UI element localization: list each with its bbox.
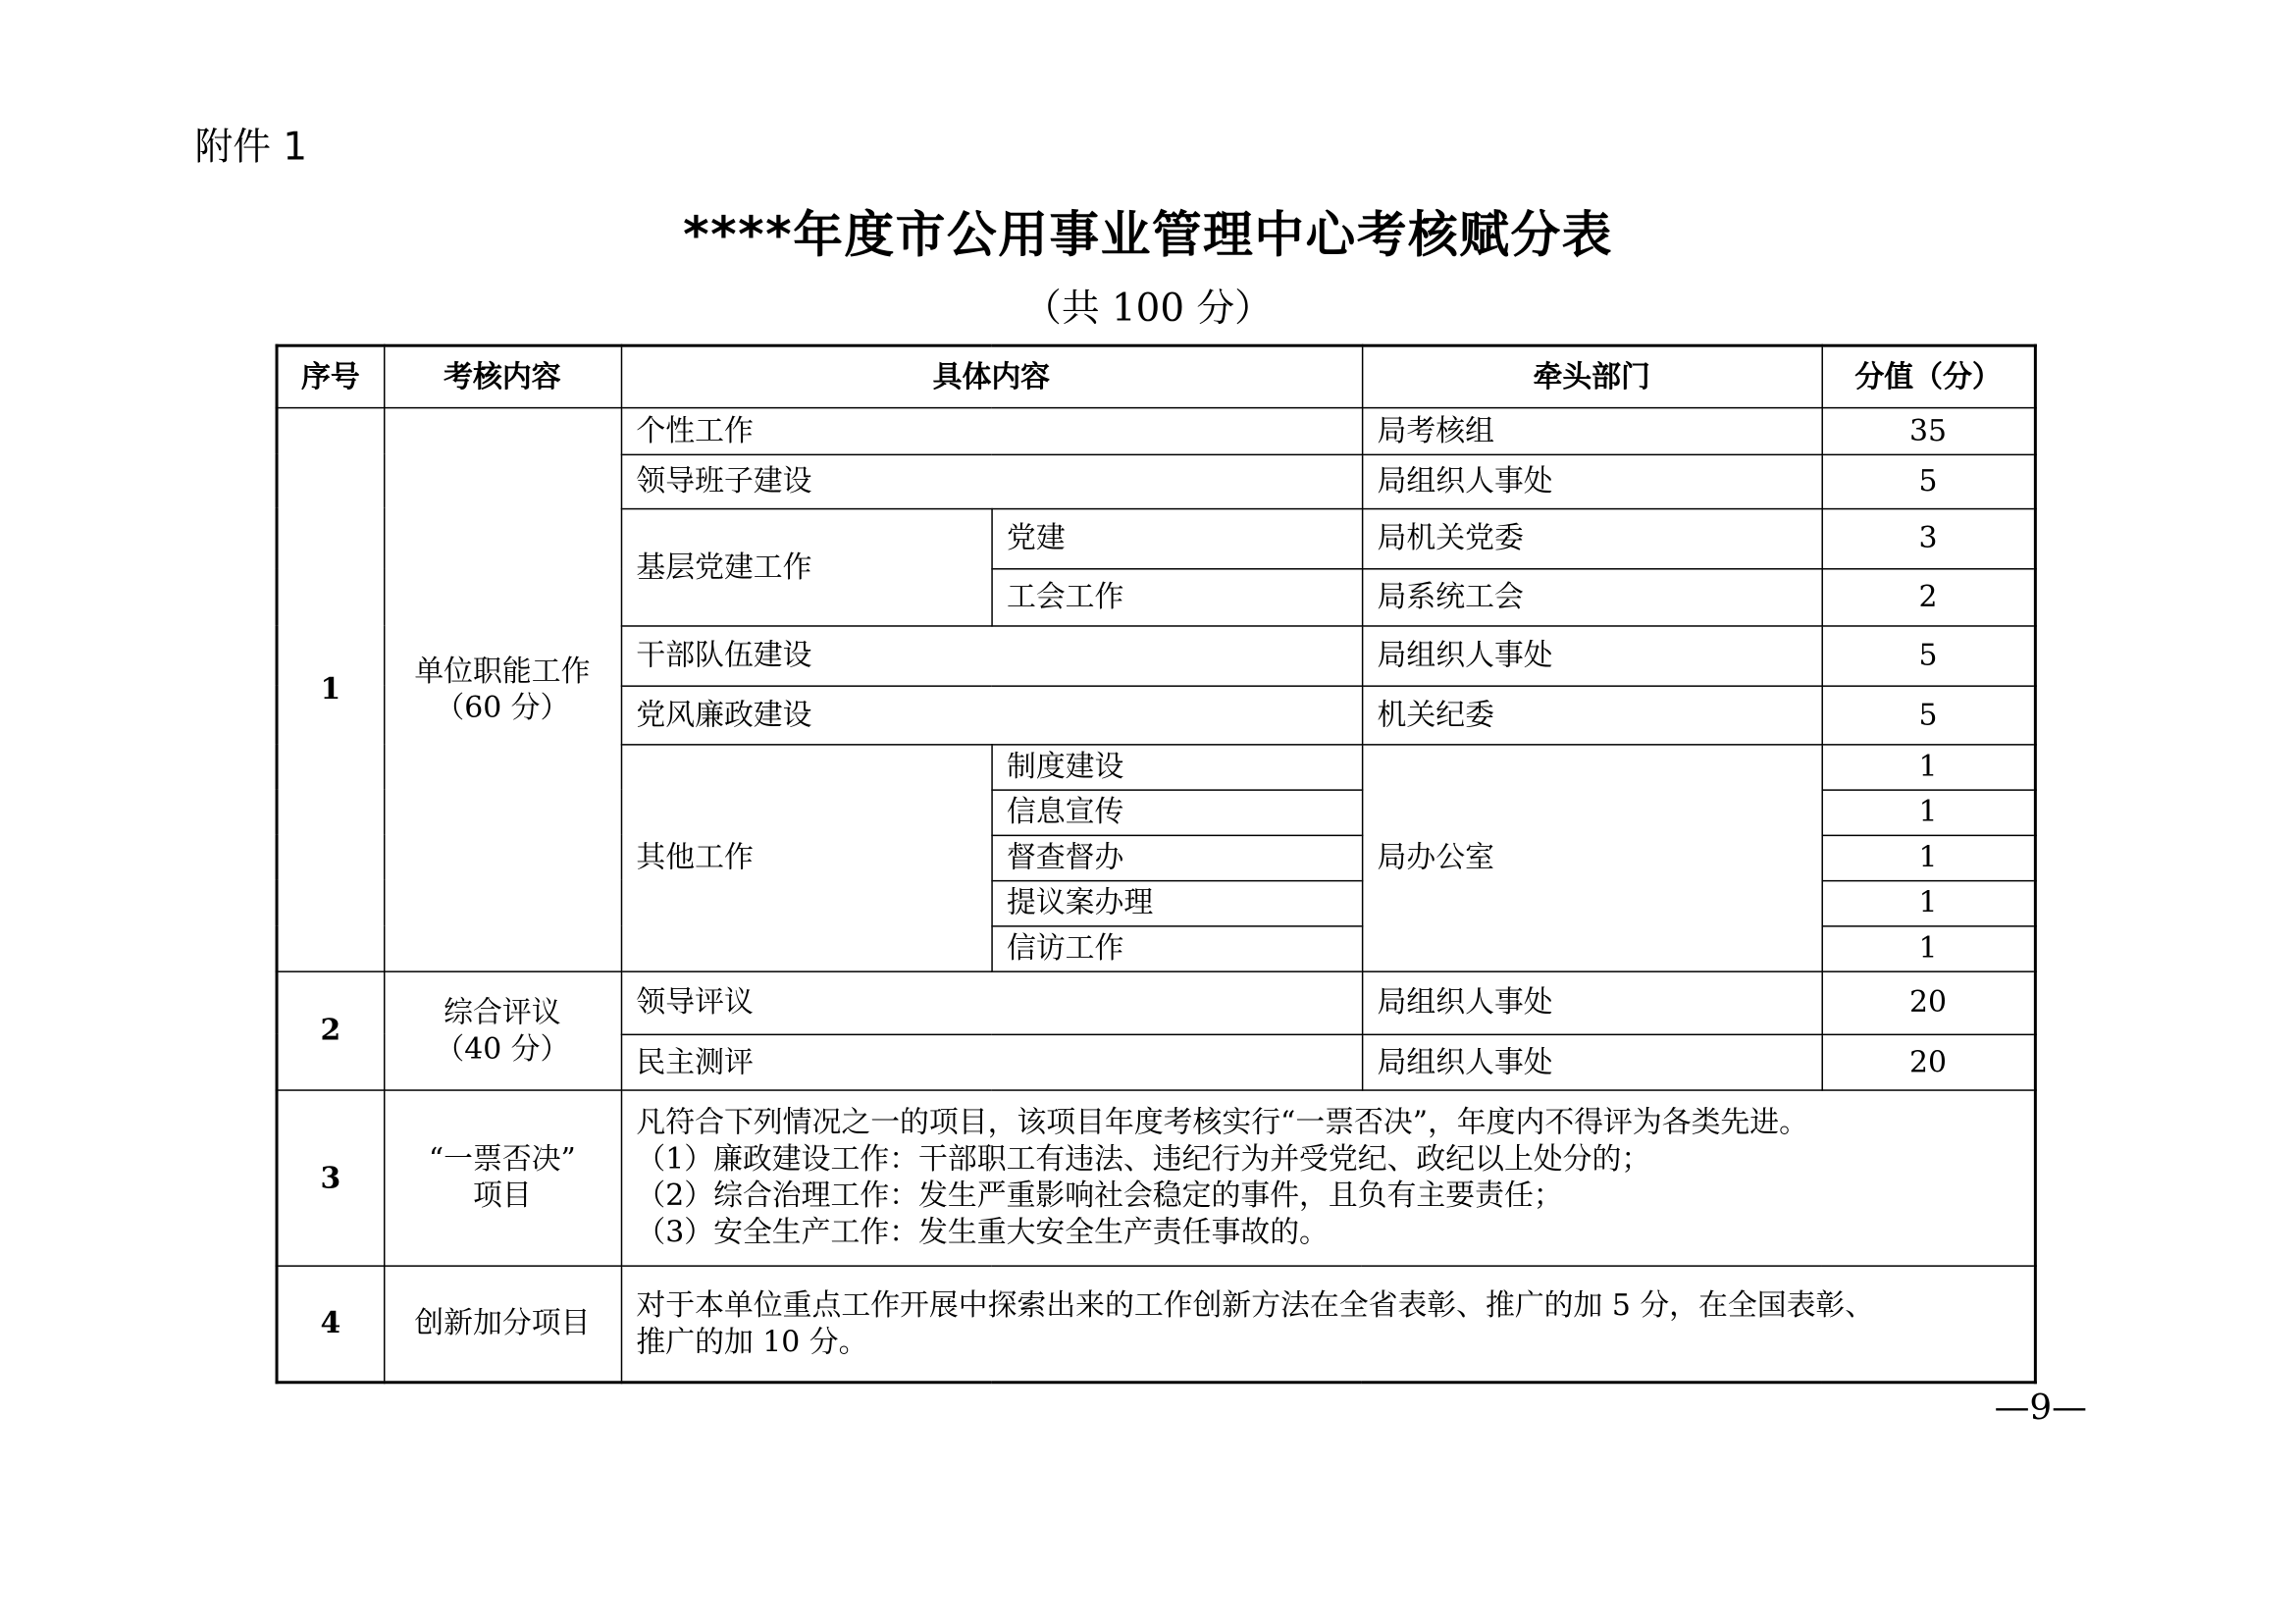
subitem-cell: 提议案办理: [991, 880, 1362, 925]
item-cell: 个性工作: [621, 407, 1362, 454]
subitem-cell: 党建: [991, 508, 1362, 568]
item-cell: 领导班子建设: [621, 454, 1362, 508]
item-cell: 基层党建工作: [621, 508, 992, 625]
group3-index: 3: [277, 1089, 384, 1265]
document-title: ****年度市公用事业管理中心考核赋分表: [683, 206, 1613, 266]
group3-category: [384, 1089, 621, 1265]
subitem-cell: 工会工作: [991, 568, 1362, 625]
attachment-label: 附件 1: [194, 126, 308, 171]
dept-cell: 局考核组: [1362, 407, 1822, 454]
header-detail: 具体内容: [621, 345, 1362, 407]
score-cell: 5: [1821, 625, 2035, 685]
dept-cell: 局组织人事处: [1362, 625, 1822, 685]
group1-category-label: 单位职能工作: [414, 652, 591, 688]
item-cell: 其他工作: [621, 744, 992, 970]
score-cell: 35: [1821, 407, 2035, 454]
score-cell: 5: [1821, 454, 2035, 508]
table-row: [277, 970, 2035, 1033]
dept-cell: 局办公室: [1362, 744, 1822, 970]
score-table: [276, 344, 2037, 1385]
subitem-cell: 制度建设: [991, 744, 1362, 789]
dept-cell: 局组织人事处: [1362, 1034, 1822, 1090]
page-number: —9—: [1994, 1387, 2088, 1429]
item-cell: 党风廉政建设: [621, 685, 1362, 744]
group3-category-line2: 项目: [473, 1177, 532, 1213]
dept-cell: 机关纪委: [1362, 685, 1822, 744]
group2-index: 2: [277, 970, 384, 1089]
group2-category-score: （40 分）: [435, 1029, 570, 1066]
subitem-cell: 信息宣传: [991, 789, 1362, 834]
bonus-note: [621, 1265, 2036, 1382]
header-score: 分值（分）: [1821, 345, 2035, 407]
subitem-cell: 信访工作: [991, 925, 1362, 970]
group4-index: 4: [277, 1265, 384, 1382]
score-cell: 3: [1821, 508, 2035, 568]
group3-category-line1: “一票否决”: [428, 1140, 576, 1177]
group4-category: 创新加分项目: [384, 1265, 621, 1382]
group1-category: [384, 407, 621, 971]
header-category: 考核内容: [384, 345, 621, 407]
dept-cell: 局组织人事处: [1362, 970, 1822, 1033]
item-cell: 领导评议: [621, 970, 1362, 1033]
table-row: [277, 1089, 2035, 1265]
group1-category-score: （60 分）: [435, 689, 570, 724]
item-cell: 民主测评: [621, 1034, 1362, 1090]
subitem-cell: 督查督办: [991, 835, 1362, 880]
dept-cell: 局组织人事处: [1362, 454, 1822, 508]
score-cell: 1: [1821, 835, 2035, 880]
item-cell: 干部队伍建设: [621, 625, 1362, 685]
group2-category: [384, 970, 621, 1089]
group2-category-label: 综合评议: [444, 993, 561, 1029]
veto-line: （2）综合治理工作：发生严重影响社会稳定的事件，且负有主要责任；: [636, 1177, 1563, 1213]
header-index: 序号: [277, 345, 384, 407]
score-cell: 1: [1821, 789, 2035, 834]
header-row: [277, 345, 2035, 407]
score-cell: 20: [1821, 1034, 2035, 1090]
score-cell: 1: [1821, 880, 2035, 925]
document-subtitle: （共 100 分）: [1023, 287, 1273, 332]
veto-line: （1）廉政建设工作：干部职工有违法、违纪行为并受党纪、政纪以上处分的；: [636, 1140, 1651, 1177]
score-cell: 1: [1821, 744, 2035, 789]
group1-index: 1: [277, 407, 384, 971]
veto-line: （3）安全生产工作：发生重大安全生产责任事故的。: [636, 1214, 1329, 1249]
table-row: [277, 1265, 2035, 1382]
veto-note: [621, 1089, 2036, 1265]
bonus-line: 对于本单位重点工作开展中探索出来的工作创新方法在全省表彰、推广的加 5 分，在全国表彰、: [636, 1286, 1875, 1323]
bonus-line: 推广的加 10 分。: [636, 1323, 868, 1359]
dept-cell: 局机关党委: [1362, 508, 1822, 568]
dept-cell: 局系统工会: [1362, 568, 1822, 625]
table-row: [277, 407, 2035, 454]
score-cell: 5: [1821, 685, 2035, 744]
header-dept: 牵头部门: [1362, 345, 1822, 407]
score-cell: 1: [1821, 925, 2035, 970]
score-cell: 20: [1821, 970, 2035, 1033]
veto-line: 凡符合下列情况之一的项目，该项目年度考核实行“一票否决”，年度内不得评为各类先进。: [636, 1104, 1808, 1140]
score-cell: 2: [1821, 568, 2035, 625]
